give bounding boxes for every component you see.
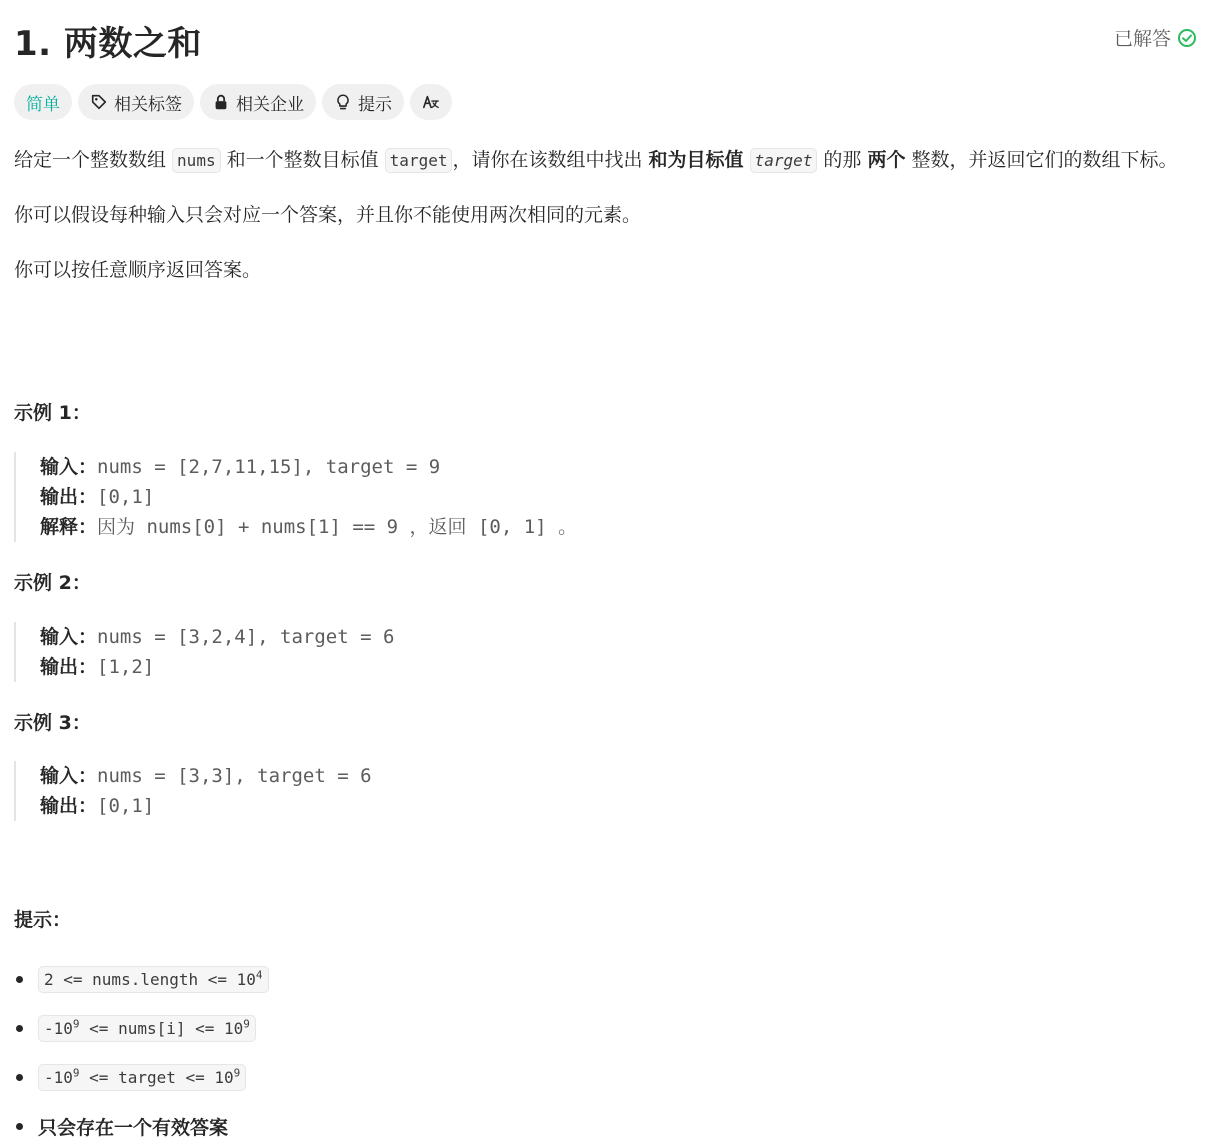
- example-3-title: 示例 3：: [14, 712, 91, 734]
- list-item: [14, 1053, 269, 1102]
- description-paragraph: [14, 145, 1199, 176]
- example-line: [40, 512, 1114, 542]
- constraint-text: -10: [44, 1068, 73, 1087]
- hint-label: 提示: [358, 94, 392, 115]
- problem-description: [14, 145, 1199, 310]
- lock-icon: [212, 93, 230, 111]
- output-value: [0,1]: [97, 486, 155, 508]
- companies-label: 相关企业: [236, 94, 304, 115]
- output-label: 输出：: [40, 656, 98, 678]
- superscript: 9: [233, 1066, 241, 1080]
- superscript: 9: [243, 1017, 250, 1031]
- topics-tag[interactable]: [78, 84, 194, 120]
- input-value: nums = [3,2,4], target = 6: [97, 626, 395, 648]
- bold-text: 两个: [867, 149, 906, 171]
- explain-value: 因为 nums[0] + nums[1] == 9 ，返回 [0, 1] 。: [97, 516, 578, 538]
- tag-icon: [90, 93, 108, 111]
- output-value: [0,1]: [97, 795, 155, 817]
- inline-code-nums: nums: [172, 148, 221, 173]
- constraints-title: 提示：: [14, 909, 72, 931]
- difficulty-label: 简单: [26, 94, 60, 115]
- bold-text: 和为目标值: [648, 149, 744, 171]
- text: 整数，并返回它们的数组下标。: [905, 149, 1178, 171]
- superscript: 9: [72, 1017, 80, 1031]
- description-paragraph: 你可以按任意顺序返回答案。: [14, 259, 262, 281]
- constraint-text: 2 <= nums.length <= 10: [44, 970, 256, 989]
- example-2-title: 示例 2：: [14, 572, 91, 594]
- explain-label: 解释：: [40, 516, 98, 538]
- inline-code-target-italic: target: [750, 148, 818, 173]
- text: 和一个整数目标值: [220, 149, 385, 171]
- superscript: 4: [255, 968, 263, 982]
- example-2-block: [14, 622, 1114, 682]
- inline-code-target: target: [385, 148, 453, 173]
- constraint-text: <= target <= 10: [79, 1068, 234, 1087]
- example-1-block: [14, 452, 1114, 542]
- tag-bar: [14, 84, 452, 120]
- example-line: [40, 452, 1114, 482]
- input-label: 输入：: [40, 626, 98, 648]
- companies-tag[interactable]: [200, 84, 316, 120]
- example-1-title: 示例 1：: [14, 402, 91, 424]
- list-item: [14, 955, 269, 1004]
- solved-status: [1114, 24, 1197, 51]
- example-line: [40, 482, 1114, 512]
- lightbulb-icon: [334, 93, 352, 111]
- text: 的那: [817, 149, 868, 171]
- output-label: 输出：: [40, 795, 98, 817]
- superscript: 9: [72, 1066, 80, 1080]
- check-circle-icon: [1177, 28, 1197, 48]
- input-value: nums = [3,3], target = 6: [97, 765, 372, 787]
- text: 给定一个整数数组: [14, 149, 173, 171]
- hint-tag[interactable]: [322, 84, 404, 120]
- list-item: [14, 1004, 269, 1053]
- constraint-text: <= nums[i] <= 10: [79, 1019, 244, 1038]
- solved-label: 已解答: [1113, 28, 1171, 50]
- input-label: 输入：: [40, 765, 98, 787]
- example-line: [40, 652, 1114, 682]
- example-3-block: [14, 761, 1114, 821]
- example-line: [40, 761, 1114, 791]
- translate-icon: [422, 93, 440, 111]
- description-paragraph: 你可以假设每种输入只会对应一个答案，并且你不能使用两次相同的元素。: [14, 204, 642, 226]
- header: [14, 14, 1197, 64]
- constraint-code: [38, 1015, 256, 1042]
- output-label: 输出：: [40, 486, 98, 508]
- page-title: 1. 两数之和: [14, 24, 202, 64]
- topics-label: 相关标签: [114, 94, 182, 115]
- input-value: nums = [2,7,11,15], target = 9: [97, 456, 441, 478]
- output-value: [1,2]: [97, 656, 155, 678]
- translate-button[interactable]: [410, 84, 452, 120]
- example-line: [40, 791, 1114, 821]
- constraint-text: -10: [44, 1019, 73, 1038]
- text: ，请你在该数组中找出: [452, 149, 649, 171]
- example-line: [40, 622, 1114, 652]
- constraint-code: [38, 1064, 246, 1091]
- input-label: 输入：: [40, 456, 98, 478]
- difficulty-tag[interactable]: [14, 84, 72, 120]
- constraint-code: [38, 966, 269, 993]
- constraints-list: [14, 955, 269, 1147]
- list-item: 只会存在一个有效答案: [14, 1102, 269, 1147]
